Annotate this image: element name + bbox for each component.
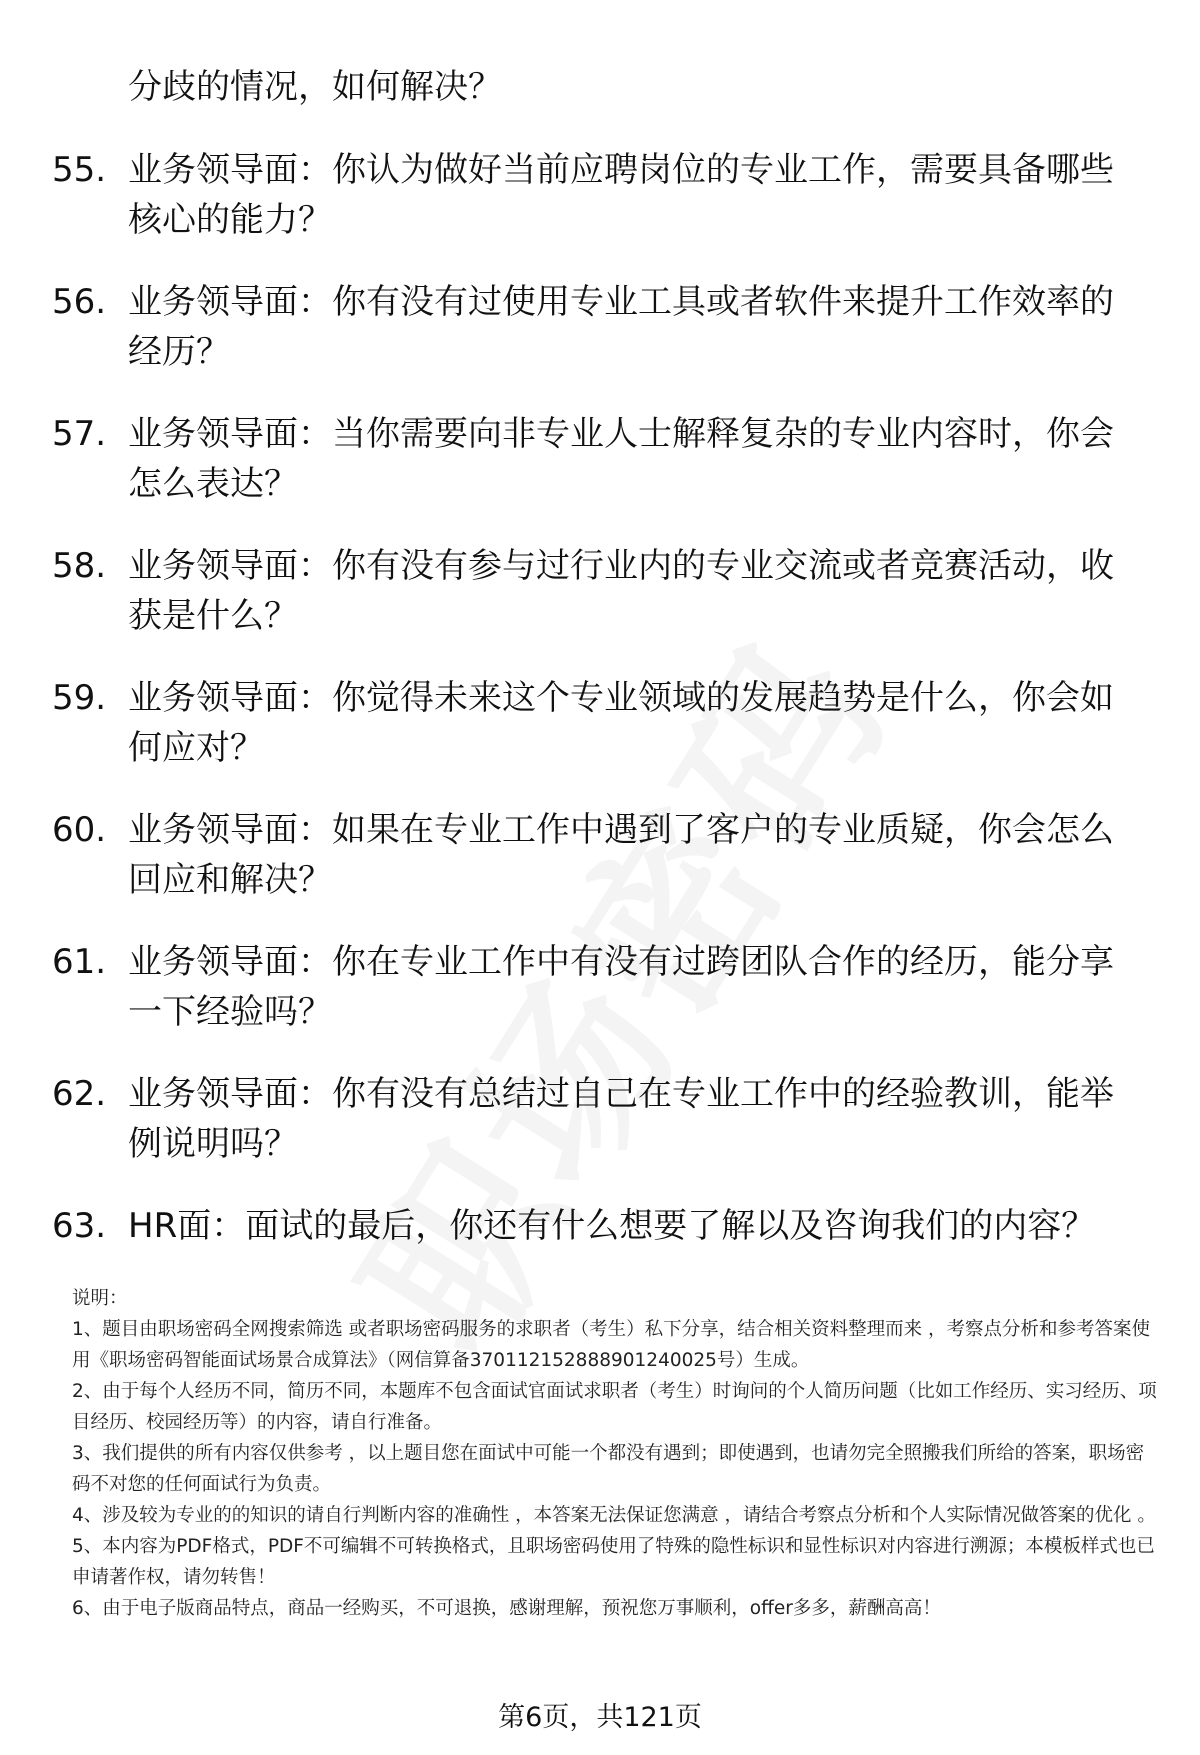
note-item: 4、涉及较为专业的的知识的请自行判断内容的准确性 ，本答案无法保证您满意 ，请结合考察点分析和个人实际情况做答案的优化 。 [72,1505,1156,1526]
question-text: HR面：面试的最后，你还有什么想要了解以及咨询我们的内容？ [128,1206,1096,1246]
note-item: 6、由于电子版商品特点，商品一经购买，不可退换，感谢理解，预祝您万事顺利，offer多多，薪酬高高！ [72,1598,941,1619]
question-text: 业务领导面：当你需要向非专业人士解释复杂的专业内容时，你会怎么表达？ [128,414,1114,504]
question-list [52,145,1152,1283]
question-text: 业务领导面：如果在专业工作中遇到了客户的专业质疑，你会怎么回应和解决？ [128,810,1114,900]
question-number: 58. [52,546,107,586]
question-item [52,541,1152,641]
question-item [52,1069,1152,1169]
question-number: 61. [52,942,107,982]
note-item: 2、由于每个人经历不同，简历不同，本题库不包含面试官面试求职者（考生）时询问的个人简历问题（比如工作经历、实习经历、项目经历、校园经历等）的内容，请自行准备。 [72,1381,1157,1433]
question-item [52,409,1152,509]
question-continuation: 分歧的情况，如何解决？ [128,67,502,107]
question-item [52,937,1152,1037]
question-item [52,1201,1152,1251]
question-item [52,673,1152,773]
notes-heading: 说明： [72,1288,128,1309]
note-item: 5、本内容为PDF格式，PDF不可编辑不可转换格式，且职场密码使用了特殊的隐性标识和显性标识对内容进行溯源；本模板样式也已申请著作权，请勿转售！ [72,1536,1155,1588]
question-item [52,277,1152,377]
question-number: 62. [52,1074,107,1114]
question-number: 55. [52,150,107,190]
question-number: 60. [52,810,107,850]
question-text: 业务领导面：你认为做好当前应聘岗位的专业工作，需要具备哪些核心的能力？ [128,150,1114,240]
question-text: 业务领导面：你觉得未来这个专业领域的发展趋势是什么，你会如何应对？ [128,678,1114,768]
question-number: 56. [52,282,107,322]
note-item: 1、题目由职场密码全网搜索筛选 或者职场密码服务的求职者（考生）私下分享，结合相关资料整理而来 ，考察点分析和参考答案使用《职场密码智能面试场景合成算法》（网信算备370112152888901240025号）生成。 [72,1319,1151,1371]
question-text: 业务领导面：你有没有参与过行业内的专业交流或者竞赛活动，收获是什么？ [128,546,1114,636]
note-item: 3、我们提供的所有内容仅供参考 ，以上题目您在面试中可能一个都没有遇到；即使遇到，也请勿完全照搬我们所给的答案，职场密码不对您的任何面试行为负责。 [72,1443,1145,1495]
question-number: 63. [52,1206,107,1246]
question-number: 57. [52,414,107,454]
question-text: 业务领导面：你有没有过使用专业工具或者软件来提升工作效率的经历？ [128,282,1114,372]
question-text: 业务领导面：你在专业工作中有没有过跨团队合作的经历，能分享一下经验吗？ [128,942,1114,1032]
page-number: 第6页，共121页 [498,1702,702,1733]
question-item [52,805,1152,905]
question-text: 业务领导面：你有没有总结过自己在专业工作中的经验教训，能举例说明吗？ [128,1074,1114,1164]
notes-section [72,1283,1162,1624]
question-item [52,145,1152,245]
question-number: 59. [52,678,107,718]
